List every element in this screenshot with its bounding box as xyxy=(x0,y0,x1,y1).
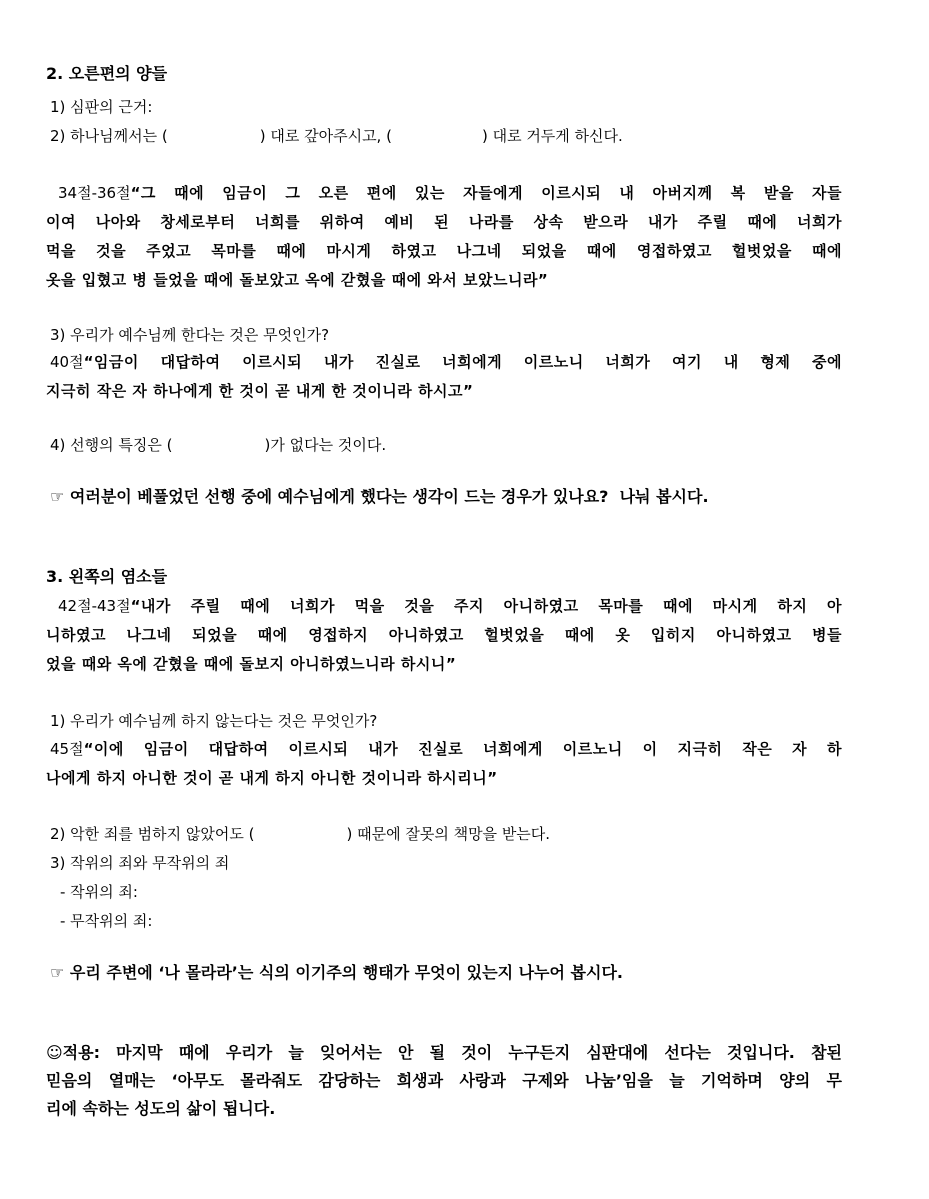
question-text: 2) 악한 죄를 범하지 않았어도 ( xyxy=(50,825,255,843)
verse-45-line-1 xyxy=(50,739,842,759)
verse-reference: 34절-36절 xyxy=(58,184,131,202)
verse-34-36-line-1 xyxy=(58,183,842,203)
verse-45-line-2: 나에게 하지 아니한 것이 곧 내게 하지 아니한 것이니라 하시리니” xyxy=(46,769,498,787)
section-3-commission-sin: - 작위의 죄: xyxy=(60,883,138,901)
section-3-question-1: 1) 우리가 예수님께 하지 않는다는 것은 무엇인가? xyxy=(50,712,378,730)
verse-reference: 40절 xyxy=(50,353,84,371)
verse-text: “임금이 대답하여 이르시되 내가 진실로 너희에게 이르노니 너희가 여기 내 형제 중에 xyxy=(83,353,842,371)
verse-40-line-1 xyxy=(50,352,842,372)
verse-text: “이에 임금이 대답하여 이르시되 내가 진실로 너희에게 이르노니 이 지극히 작은 자 하 xyxy=(83,740,842,758)
application-line-1: ☺적용: 마지막 때에 우리가 늘 잊어서는 안 될 것이 누구든지 심판대에 선다는 것입니다. 참된 xyxy=(46,1043,842,1062)
verse-reference: 42절-43절 xyxy=(58,597,131,615)
section-3-question-3: 3) 작위의 죄와 무작위의 죄 xyxy=(50,854,230,872)
section-2-question-1: 1) 심판의 근거: xyxy=(50,98,153,116)
question-text: ) 대로 거두게 하신다. xyxy=(481,127,623,145)
verse-42-43-line-3: 었을 때와 옥에 갇혔을 때에 돌보지 아니하였느니라 하시니” xyxy=(46,655,457,673)
verse-42-43-line-1 xyxy=(58,596,842,616)
question-text: ) 대로 갚아주시고, ( xyxy=(259,127,392,145)
section-3-discussion-prompt: ☞ 우리 주변에 ‘나 몰라라’는 식의 이기주의 행태가 무엇이 있는지 나누어 봅시다. xyxy=(50,963,623,982)
verse-42-43-line-2: 니하였고 나그네 되었을 때에 영접하지 아니하였고 헐벗었을 때에 옷 입히지 아니하였고 병들 xyxy=(46,626,842,644)
section-3-heading: 3. 왼쪽의 염소들 xyxy=(46,567,168,586)
section-2-discussion-prompt: ☞ 여러분이 베풀었던 선행 중에 예수님에게 했다는 생각이 드는 경우가 있나요? 나눠 봅시다. xyxy=(50,487,709,506)
question-text: 2) 하나님께서는 ( xyxy=(50,127,168,145)
verse-34-36-line-4: 옷을 입혔고 병 들었을 때에 돌보았고 옥에 갇혔을 때에 와서 보았느니라” xyxy=(46,271,549,289)
section-3-question-2 xyxy=(50,824,550,844)
verse-text: “그 때에 임금이 그 오른 편에 있는 자들에게 이르시되 내 아버지께 복 받을 자들 xyxy=(130,184,842,202)
section-2-question-4 xyxy=(50,435,386,455)
verse-34-36-line-3: 먹을 것을 주었고 목마를 때에 마시게 하였고 나그네 되었을 때에 영접하였고 헐벗었을 때에 xyxy=(46,242,842,260)
section-2-heading: 2. 오른편의 양들 xyxy=(46,64,168,83)
section-2-question-2 xyxy=(50,126,623,146)
verse-34-36-line-2: 이여 나아와 창세로부터 너희를 위하여 예비 된 나라를 상속 받으라 내가 주릴 때에 너희가 xyxy=(46,213,842,231)
section-2-question-3: 3) 우리가 예수님께 한다는 것은 무엇인가? xyxy=(50,326,330,344)
verse-text: “내가 주릴 때에 너희가 먹을 것을 주지 아니하였고 목마를 때에 마시게 하지 아 xyxy=(130,597,842,615)
application-line-2: 믿음의 열매는 ‘아무도 몰라줘도 감당하는 희생과 사랑과 구제와 나눔’임을 늘 기억하며 양의 무 xyxy=(46,1071,842,1090)
question-text: )가 없다는 것이다. xyxy=(264,436,387,454)
question-text: 4) 선행의 특징은 ( xyxy=(50,436,173,454)
question-text: ) 때문에 잘못의 책망을 받는다. xyxy=(346,825,551,843)
application-line-3: 리에 속하는 성도의 삶이 됩니다. xyxy=(46,1099,276,1118)
verse-reference: 45절 xyxy=(50,740,84,758)
verse-40-line-2: 지극히 작은 자 하나에게 한 것이 곧 내게 한 것이니라 하시고” xyxy=(46,382,474,400)
section-3-omission-sin: - 무작위의 죄: xyxy=(60,912,153,930)
